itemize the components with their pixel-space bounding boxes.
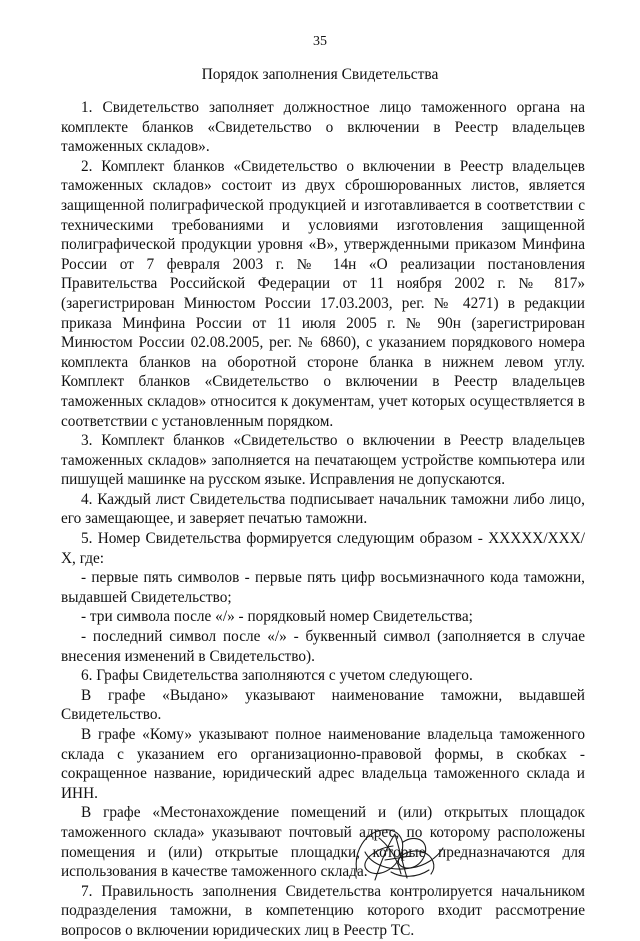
paragraph-to-whom: В графе «Кому» указывают полное наименование владельца таможенного склада с указанием его организационно-правовой формы, в скобках - сокращенное название, юридический адрес владельца таможенного склада и ИНН.: [61, 726, 585, 802]
page-number: 35: [313, 34, 327, 49]
list-item-last-symbol: - последний символ после «/» - буквенный символ (заполняется в случае внесения изменений в Свидетельство).: [61, 628, 585, 665]
document-body: [61, 98, 585, 941]
paragraph-2: 2. Комплект бланков «Свидетельство о включении в Реестр владельцев таможенных складов» состоит из двух сброшюрованных листов, является защищенной полиграфической продукцией и изготавливается в соответствии с техническими требованиями и условиями изготовления защищенной полиграфической продукции уровня «В», утвержденными приказом Минфина России от 7 февраля 2003 г. № 14н «О реализации постановления Правительства Российской Федерации от 11 ноября 2002 г. № 817» (зарегистрирован Минюстом России 17.03.2003, рег. № 4271) в редакции приказа Минфина России от 11 июля 2005 г. № 90н (зарегистрирован Минюстом России 02.08.2005, рег. № 6860), с указанием порядкового номера комплекта бланков на оборотной стороне бланка в нижнем левом углу. Комплект бланков «Свидетельство о включении в Реестр владельцев таможенных складов» относится к документам, учет которых осуществляется в соответствии с установленным порядком.: [61, 157, 585, 430]
paragraph-4: 4. Каждый лист Свидетельства подписывает начальник таможни либо лицо, его замещающее, и заверяет печатью таможни.: [61, 490, 585, 528]
paragraph-issued: В графе «Выдано» указывают наименование таможни, выдавшей Свидетельство.: [61, 686, 585, 724]
paragraph-5: 5. Номер Свидетельства формируется следующим образом - ХХХХХ/ХХХ/Х, где:: [61, 530, 585, 567]
paragraph-3: 3. Комплект бланков «Свидетельство о включении в Реестр владельцев таможенных складов» заполняется на печатающем устройстве компьютера или пишущей машинке на русском языке. Исправления не допускаются.: [61, 432, 585, 489]
handwritten-signature: [345, 812, 455, 892]
document-title: Порядок заполнения Свидетельства: [201, 66, 439, 83]
paragraph-location: В графе «Местонахождение помещений и (или) открытых площадок таможенного склада» указывают почтовый адрес, по которому расположены помещения и (или) открытые площадки, которые предназначаются для использования в качестве таможенного склада.: [61, 804, 585, 881]
list-item-three-symbols: - три символа после «/» - порядковый номер Свидетельства;: [81, 608, 473, 626]
paragraph-1: 1. Свидетельство заполняет должностное лицо таможенного органа на комплекте бланков «Свидетельство о включении в Реестр владельцев таможенных складов».: [61, 99, 585, 156]
list-item-first-five: - первые пять символов - первые пять цифр восьмизначного кода таможни, выдавшей Свидетельство;: [61, 569, 585, 606]
paragraph-6: 6. Графы Свидетельства заполняются с учетом следующего.: [81, 667, 473, 685]
paragraph-7: 7. Правильность заполнения Свидетельства контролируется начальником подразделения таможни, в компетенцию которого входит рассмотрение вопросов о включении юридических лиц в Реестр ТС.: [61, 882, 585, 939]
